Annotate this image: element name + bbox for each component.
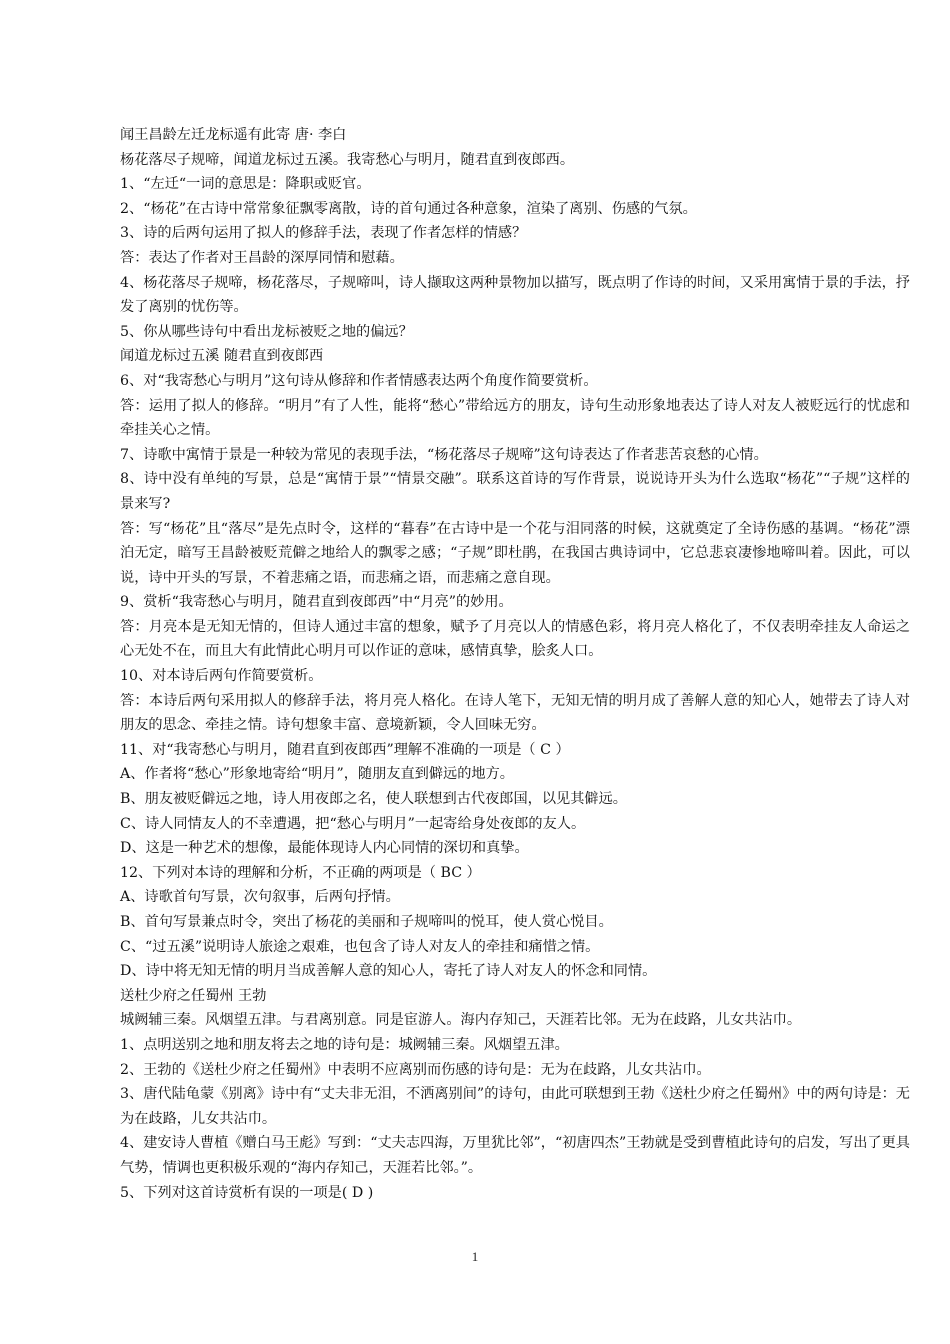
poem-title: 闻王昌龄左迁龙标遥有此寄 唐· 李白 bbox=[120, 127, 347, 143]
option: A、诗歌首句写景，次句叙事，后两句抒情。 bbox=[120, 889, 400, 906]
option: C、诗人同情友人的不幸遭遇，把“愁心与明月”一起寄给身处夜郎的友人。 bbox=[120, 815, 586, 832]
question: 1、点明送别之地和朋友将去之地的诗句是：城阙辅三秦。风烟望五津。 bbox=[120, 1036, 569, 1053]
question: 2、“杨花”在古诗中常常象征飘零离散，诗的首句通过各种意象，渲染了离别、伤感的气氛。 bbox=[120, 200, 697, 217]
answer: 答：表达了作者对王昌龄的深厚同情和慰藉。 bbox=[120, 249, 404, 266]
question: 12、下列对本诗的理解和分析，不正确的两项是（ BC ） bbox=[120, 864, 481, 881]
answer: 闻道龙标过五溪 随君直到夜郎西 bbox=[120, 348, 324, 365]
option: A、作者将“愁心”形象地寄给“明月”，随朋友直到僻远的地方。 bbox=[120, 766, 514, 783]
poem-title: 送杜少府之任蜀州 王勃 bbox=[120, 987, 267, 1004]
answer: 答：本诗后两句采用拟人的修辞手法，将月亮人格化。在诗人笔下，无知无情的明月成了善解人意的知心人，她带去了诗人对朋友的思念、牵挂之情。诗句想象丰富、意境新颖，令人回味无穷。 bbox=[120, 692, 910, 734]
question: 3、唐代陆龟蒙《别离》诗中有“丈夫非无泪，不洒离别间”的诗句，由此可联想到王勃《送杜少府之任蜀州》中的两句诗是：无为在歧路，儿女共沾巾。 bbox=[120, 1086, 910, 1127]
question: 2、王勃的《送杜少府之任蜀州》中表明不应离别而伤感的诗句是：无为在歧路，儿女共沾巾。 bbox=[120, 1061, 711, 1078]
document-body bbox=[120, 123, 910, 1205]
option: D、这是一种艺术的想像，最能体现诗人内心同情的深切和真挚。 bbox=[120, 840, 529, 857]
question: 4、建安诗人曹植《赠白马王彪》写到：“丈夫志四海，万里犹比邻”，“初唐四杰”王勃就是受到曹植此诗句的启发，写出了更具气势，情调也更积极乐观的“海内存知己，天涯若比邻。”。 bbox=[120, 1135, 910, 1176]
answer: 答：运用了拟人的修辞。“明月”有了人性，能将“愁心”带给远方的朋友，诗句生动形象地表达了诗人对友人被贬远行的忧虑和牵挂关心之情。 bbox=[120, 397, 910, 439]
question: 5、你从哪些诗句中看出龙标被贬之地的偏远？ bbox=[120, 323, 413, 340]
question: 6、对“我寄愁心与明月”这句诗从修辞和作者情感表达两个角度作简要赏析。 bbox=[120, 372, 598, 389]
question: 10、对本诗后两句作简要赏析。 bbox=[120, 668, 323, 685]
option: B、朋友被贬僻远之地，诗人用夜郎之名，使人联想到古代夜郎国，以见其僻远。 bbox=[120, 791, 627, 808]
answer: 答：月亮本是无知无情的，但诗人通过丰富的想象，赋予了月亮以人的情感色彩，将月亮人格化了，不仅表明牵挂友人命运之心无处不在，而且大有此情此心明月可以作证的意味，感情真挚，脍炙人口。 bbox=[120, 618, 910, 660]
answer: 答：写“杨花”且“落尽”是先点时令，这样的“暮春”在古诗中是一个花与泪同落的时候，这就奠定了全诗伤感的基调。“杨花”漂泊无定，暗写王昌龄被贬荒僻之地给人的飘零之感；“子规”即杜鹃，在我国古典诗词中，它总悲哀凄惨地啼叫着。因此，可以说，诗中开头的写景，不着悲痛之语，而悲痛之语，而悲痛之意自现。 bbox=[120, 520, 910, 586]
question: 3、诗的后两句运用了拟人的修辞手法，表现了作者怎样的情感？ bbox=[120, 225, 527, 242]
poem-text: 杨花落尽子规啼，闻道龙标过五溪。我寄愁心与明月，随君直到夜郎西。 bbox=[120, 151, 575, 168]
poem-text: 城阙辅三秦。风烟望五津。与君离别意。同是宦游人。海内存知己，天涯若比邻。无为在歧路，儿女共沾巾。 bbox=[120, 1012, 802, 1029]
question: 11、对“我寄愁心与明月，随君直到夜郎西”理解不准确的一项是（ C ） bbox=[120, 741, 570, 758]
question: 4、杨花落尽子规啼，杨花落尽，子规啼叫，诗人撷取这两种景物加以描写，既点明了作诗的时间，又采用寓情于景的手法，抒发了离别的忧伤等。 bbox=[120, 274, 910, 316]
option: B、首句写景兼点时令，突出了杨花的美丽和子规啼叫的悦耳，使人赏心悦目。 bbox=[120, 914, 613, 930]
question: 7、诗歌中寓情于景是一种较为常见的表现手法，“杨花落尽子规啼”这句诗表达了作者悲苦哀愁的心情。 bbox=[120, 446, 768, 463]
question: 8、诗中没有单纯的写景，总是“寓情于景”“情景交融”。联系这首诗的写作背景，说说诗开头为什么选取“杨花”“子规”这样的景来写? bbox=[120, 471, 910, 512]
option: D、诗中将无知无情的明月当成善解人意的知心人，寄托了诗人对友人的怀念和同情。 bbox=[120, 963, 657, 980]
page-number: 1 bbox=[471, 1249, 479, 1264]
question: 9、赏析“我寄愁心与明月，随君直到夜郎西”中“月亮”的妙用。 bbox=[120, 594, 513, 611]
option: C、“过五溪”说明诗人旅途之艰难，也包含了诗人对友人的牵挂和痛惜之情。 bbox=[120, 938, 600, 955]
question: 5、下列对这首诗赏析有误的一项是( D ) bbox=[120, 1184, 374, 1201]
question: 1、“左迁“一词的意思是：降职或贬官。 bbox=[120, 176, 371, 193]
